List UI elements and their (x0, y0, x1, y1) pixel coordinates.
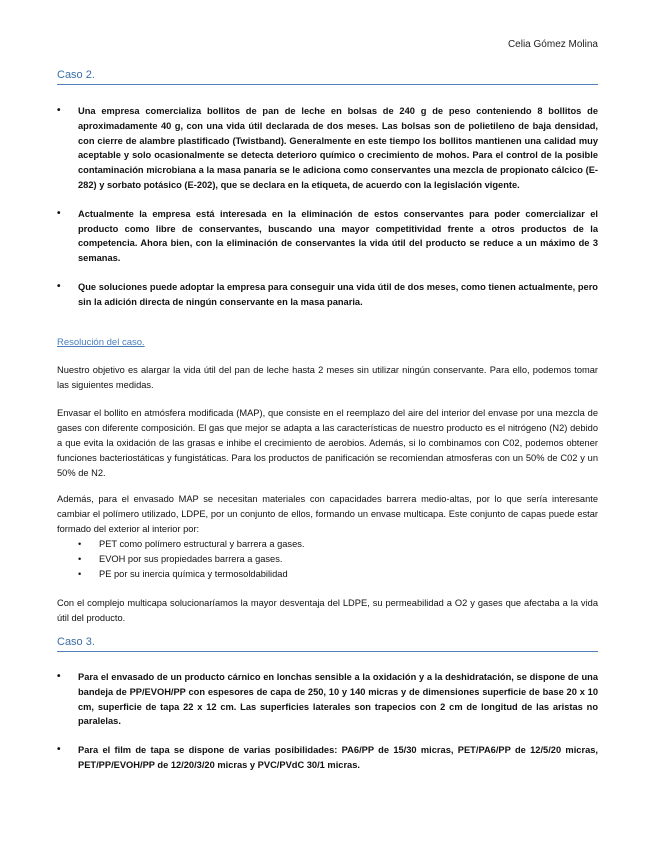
layer-list-item: • PE por su inercia química y termosoldabilidad (78, 567, 578, 582)
resolucion-paragraph-2: Envasar el bollito en atmósfera modificada (MAP), que consiste en el reemplazo del aire del interior del envase por una mezcla de gases con diferente composición. El gas que mejor se adapta a las características de nuestro producto es el nitrógeno (N2) debido a que evita la oxidación de las grasas e inhibe el crecimiento de aerobios. Además, si lo combinamos con C02, podemos obtener funciones bacteriostáticas y fungistáticas. Para los productos de panificación se recomiendan atmosferas con un 50% de C02 y un 50% de N2. (57, 408, 598, 478)
resolucion-heading-link[interactable]: Resolución del caso. (57, 337, 145, 348)
resolucion-paragraph-4: Con el complejo multicapa solucionaríamos la mayor desventaja del LDPE, su permeabilidad a O2 y gases que afectaba a la vida útil del producto. (57, 598, 598, 623)
caso-2-bullet-list (57, 104, 598, 324)
author-name: Celia Gómez Molina (507, 39, 598, 50)
layer-list-item: • PET como polímero estructural y barrera a gases. (78, 537, 578, 552)
caso-3-bullet: • Para el film de tapa se dispone de varias posibilidades: PA6/PP de 15/30 micras, PET/PA6/PP de 12/5/20 micras, PET/PP/EVOH/PP de 12/20/3/20 micras y PVC/PVdC 30/1 micras. (57, 743, 598, 773)
resolucion-paragraph-3: Además, para el envasado MAP se necesitan materiales con capacidades barrera medio-altas, por lo que sería interesante cambiar el polímero utilizado, LDPE, por un conjunto de ellos, formando un envase multicapa. Este conjunto de capas puede estar formado del exterior al interior por: (57, 494, 598, 534)
caso-3-heading: Caso 3. (57, 636, 598, 652)
caso-2-bullet: • Que soluciones puede adoptar la empresa para conseguir una vida útil de dos meses, como tienen actualmente, pero sin la adición directa de ningún conservante en la masa panaria. (57, 280, 598, 310)
resolucion-paragraph-1: Nuestro objetivo es alargar la vida útil del pan de leche hasta 2 meses sin utilizar ningún conservante. Para ello, podemos tomar las siguientes medidas. (57, 365, 598, 390)
caso-3-bullet-list (57, 670, 598, 787)
layer-list (78, 537, 578, 582)
caso-3-bullet: • Para el envasado de un producto cárnico en lonchas sensible a la oxidación y a la deshidratación, se dispone de una bandeja de PP/EVOH/PP con espesores de capa de 250, 10 y 140 micras y de dimensiones superficie de base 20 x 10 cm, superficie de tapa 22 x 12 cm. Las superficies laterales son trapecios con 2 cm de longitud de las aristas no paralelas. (57, 670, 598, 729)
caso-2-bullet: • Actualmente la empresa está interesada en la eliminación de estos conservantes para poder comercializar el producto como libre de conservantes, buscando una mayor competitividad frente a otros productos de la competencia. Ahora bien, con la eliminación de conservantes la vida útil del producto se reduce a un máximo de 3 semanas. (57, 207, 598, 266)
caso-2-bullet: • Una empresa comercializa bollitos de pan de leche en bolsas de 240 g de peso conteniendo 8 bollitos de aproximadamente 40 g, con una vida útil declarada de dos meses. Las bolsas son de polietileno de baja densidad, con cierre de alambre plastificado (Twistband). Generalmente en este tiempo los bollitos mantienen una calidad muy aceptable y solo ocasionalmente se detecta deterioro químico o crecimiento de mohos. Para el control de la posible contaminación microbiana a la masa panaria se le adiciona como conservantes una mezcla de propionato cálcico (E-282) y sorbato potásico (E-202), que se declara en la etiqueta, de acuerdo con la legislación vigente. (57, 104, 598, 193)
caso-2-heading: Caso 2. (57, 69, 598, 85)
layer-list-item: • EVOH por sus propiedades barrera a gases. (78, 552, 578, 567)
